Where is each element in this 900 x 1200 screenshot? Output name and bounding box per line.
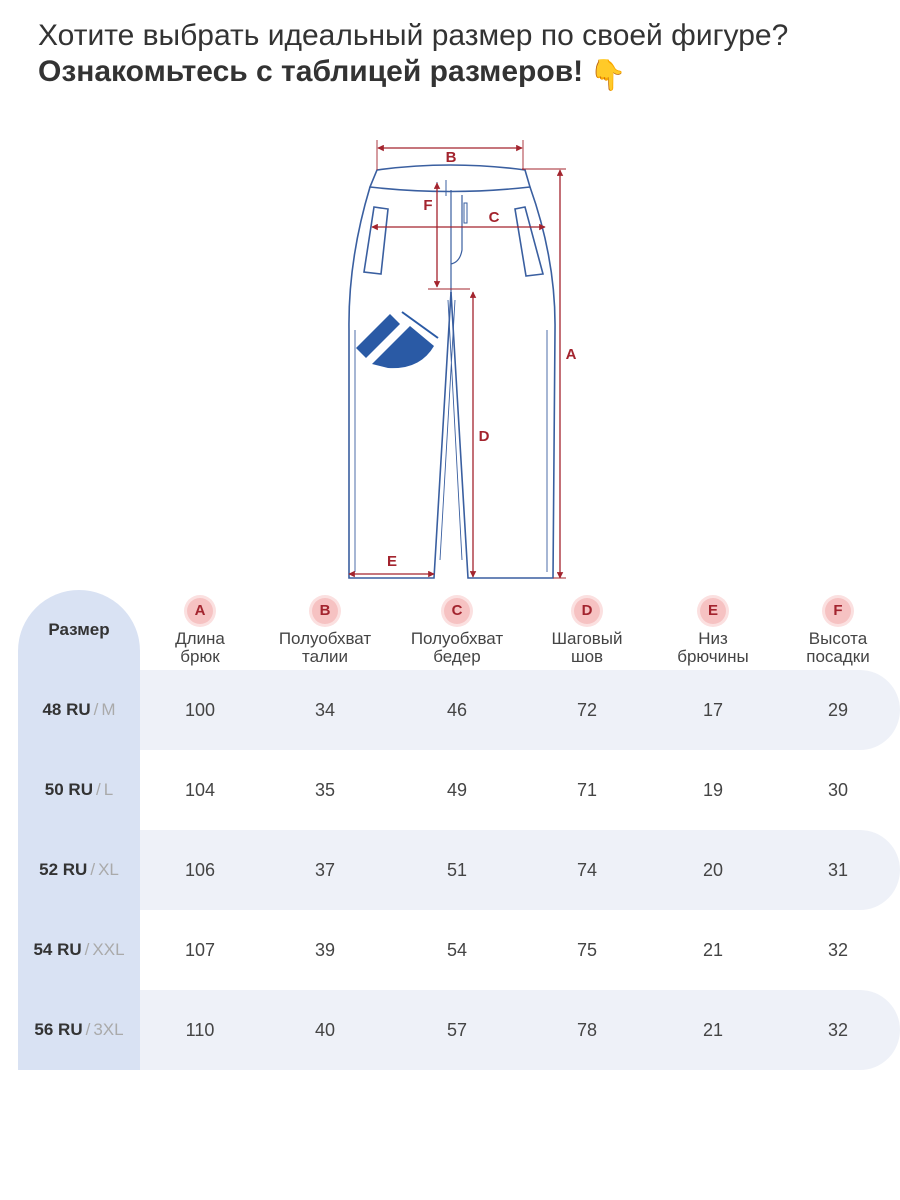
size-cell: [18, 750, 140, 830]
table-cell: 21: [702, 1020, 724, 1040]
column-label: Высота посадки: [806, 629, 870, 666]
table-cell: 30: [827, 780, 849, 800]
size-ru: 54 RU: [33, 940, 82, 959]
marker-a: A: [565, 346, 577, 363]
column-header-inseam: [522, 598, 652, 666]
size-international: L: [103, 780, 114, 799]
table-cell: 21: [702, 940, 724, 960]
heading-cta-text: Ознакомьтесь с таблицей размеров!: [38, 55, 584, 88]
table-cell: 54: [446, 940, 468, 960]
table-cell: 31: [827, 860, 849, 880]
marker-e: E: [386, 553, 398, 570]
page-heading: [38, 18, 878, 94]
column-label: Полуобхват талии: [278, 629, 372, 666]
size-separator: /: [90, 860, 96, 879]
column-header-leg-opening: [648, 598, 778, 666]
marker-f: F: [423, 197, 433, 214]
table-cell: 74: [576, 860, 598, 880]
size-column-header: Размер: [48, 620, 110, 639]
table-cell: 106: [184, 860, 216, 880]
heading-question: Хотите выбрать идеальный размер по своей фигуре?: [38, 19, 789, 52]
column-header-length: [135, 598, 265, 666]
table-cell: 17: [702, 700, 724, 720]
table-cell: 75: [576, 940, 598, 960]
table-cell: 29: [827, 700, 849, 720]
table-cell: 19: [702, 780, 724, 800]
size-ru: 56 RU: [34, 1020, 83, 1039]
column-label: Длина брюк: [175, 629, 225, 666]
table-cell: 20: [702, 860, 724, 880]
table-row: [0, 670, 900, 750]
column-label: Низ брючины: [677, 629, 749, 666]
pants-measurement-diagram: [330, 130, 590, 585]
table-row: [0, 830, 900, 910]
size-separator: /: [85, 1020, 91, 1039]
table-cell: 51: [446, 860, 468, 880]
size-international: M: [101, 700, 116, 719]
size-ru: 50 RU: [44, 780, 93, 799]
table-cell: 40: [314, 1020, 336, 1040]
column-header-hips: [392, 598, 522, 666]
table-cell: 32: [827, 940, 849, 960]
column-letter-badge: A: [187, 598, 213, 624]
column-letter-badge: D: [574, 598, 600, 624]
table-cell: 72: [576, 700, 598, 720]
table-cell: 110: [185, 1020, 215, 1040]
size-international: XL: [98, 860, 119, 879]
column-header-rise: [773, 598, 900, 666]
table-cell: 78: [576, 1020, 598, 1040]
size-separator: /: [95, 780, 101, 799]
heading-call-to-action: [38, 54, 878, 94]
table-cell: 107: [184, 940, 216, 960]
column-header-waist: [260, 598, 390, 666]
table-cell: 100: [184, 700, 216, 720]
table-row: [0, 990, 900, 1070]
table-cell: 39: [314, 940, 336, 960]
size-cell: [18, 990, 140, 1070]
table-row: [0, 750, 900, 830]
table-cell: 34: [314, 700, 336, 720]
column-letter-badge: C: [444, 598, 470, 624]
table-cell: 35: [314, 780, 336, 800]
marker-d: D: [478, 428, 490, 445]
table-row: [0, 910, 900, 990]
size-ru: 48 RU: [42, 700, 91, 719]
table-cell: 104: [184, 780, 216, 800]
size-international: 3XL: [93, 1020, 124, 1039]
size-cell: [18, 910, 140, 990]
marker-c: C: [488, 209, 500, 226]
table-cell: 32: [827, 1020, 849, 1040]
size-ru: 52 RU: [39, 860, 88, 879]
size-cell: [18, 830, 140, 910]
table-cell: 49: [446, 780, 468, 800]
column-label: Полуобхват бедер: [410, 629, 504, 666]
marker-b: B: [445, 149, 457, 166]
column-letter-badge: E: [700, 598, 726, 624]
size-international: XXL: [92, 940, 125, 959]
table-cell: 71: [576, 780, 598, 800]
column-letter-badge: B: [312, 598, 338, 624]
column-letter-badge: F: [825, 598, 851, 624]
size-cell: [18, 670, 140, 750]
size-separator: /: [93, 700, 99, 719]
pointing-down-icon: 👇: [589, 59, 627, 92]
size-separator: /: [84, 940, 90, 959]
table-cell: 57: [446, 1020, 468, 1040]
brand-logo: [356, 312, 438, 368]
column-label: Шаговый шов: [551, 629, 623, 666]
table-cell: 46: [446, 700, 468, 720]
table-cell: 37: [314, 860, 336, 880]
